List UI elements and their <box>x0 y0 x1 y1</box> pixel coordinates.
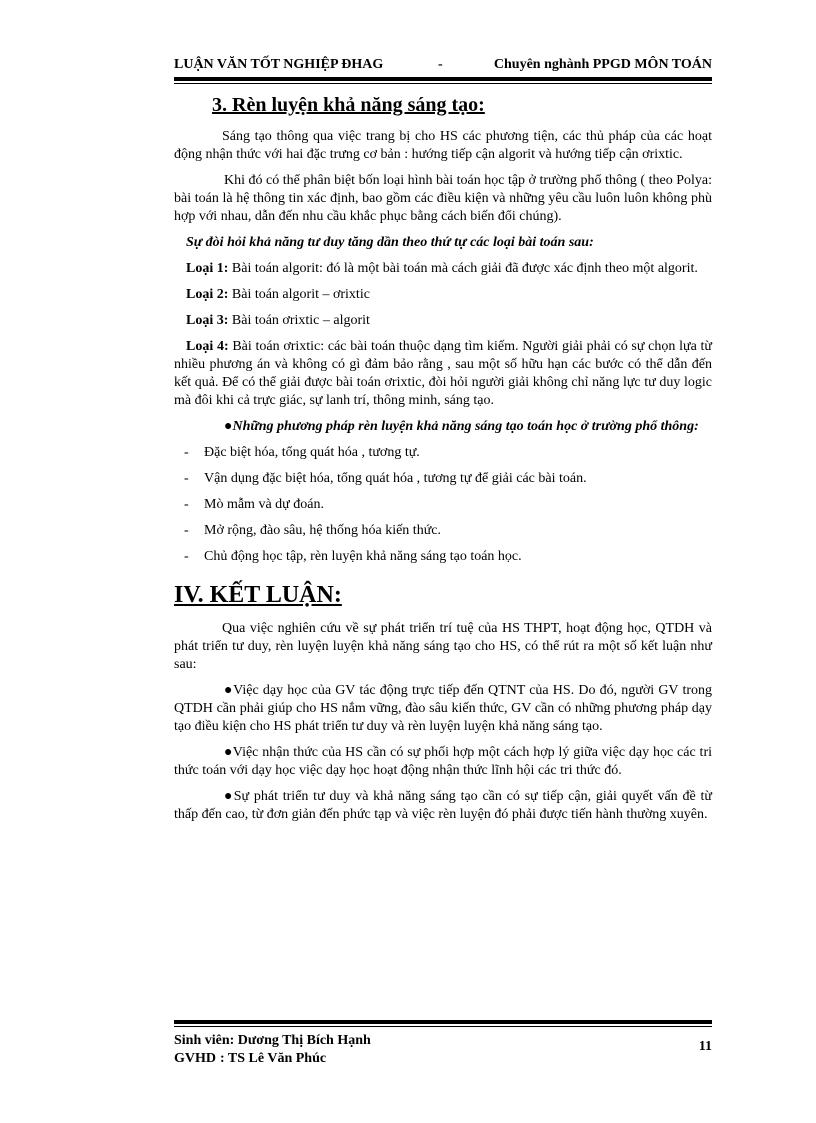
header-dash: - <box>438 57 443 72</box>
problem-type-4 <box>174 338 712 410</box>
header-left: LUẬN VĂN TỐT NGHIỆP ĐHAG <box>174 57 384 72</box>
methods-title: ●Những phương pháp rèn luyện khả năng sáng tạo toán học ở trường phổ thông: <box>224 419 699 434</box>
page-number: 11 <box>698 1039 712 1054</box>
type-text: Bài toán algorit: đó là một bài toán mà cách giải đã được xác định theo một algorit. <box>228 261 698 276</box>
list-item: - Vận dụng đặc biệt hóa, tổng quát hóa , tương tự để giải các bài toán. <box>184 471 587 486</box>
methods-list <box>174 444 712 566</box>
type-text: Bài toán ơrixtic – algorit <box>228 313 370 328</box>
paragraph: Sáng tạo thông qua việc trang bị cho HS các phương tiện, các thủ pháp của các hoạt động nhận thức với hai đặc trưng cơ bản : hướng tiếp cận algorit và hướng tiếp cận ơrixtic. <box>174 129 712 162</box>
problem-type-2 <box>174 286 712 304</box>
footer-rule <box>174 1020 712 1024</box>
problem-type-3 <box>174 312 712 330</box>
gvhd-label: GVHD <box>174 1051 216 1066</box>
bullet-paragraph: ●Việc dạy học của GV tác động trực tiếp đến QTNT của HS. Do đó, người GV trong QTDH cần phải giúp cho HS nắm vững, đào sâu kiến thức, GV cần có những phương pháp dạy tạo điều kiện cho HS phát triển tư duy và rèn luyện luyện khả năng sáng tạo. <box>174 683 712 734</box>
bullet-paragraph: ●Sự phát triển tư duy và khả năng sáng tạo cần có sự tiếp cận, giải quyết vấn đề từ thấp đến cao, từ đơn giản đến phức tạp và việc rèn luyện đó phải được tiến hành thường xuyên. <box>174 789 712 822</box>
supervisor <box>174 1050 712 1068</box>
list-item: - Chủ động học tập, rèn luyện khả năng sáng tạo toán học. <box>184 549 522 564</box>
section-3-title: 3. Rèn luyện khả năng sáng tạo: <box>212 94 485 116</box>
gvhd-value: : TS Lê Văn Phúc <box>220 1051 327 1066</box>
section-4-title: IV. KẾT LUẬN: <box>174 582 342 608</box>
problem-type-1 <box>174 260 712 278</box>
type-text: Bài toán ơrixtic: các bài toán thuộc dạng tìm kiếm. Người giải phải có sự chọn lựa từ nhiều phương án và không có gì đảm bảo rằng , sau một số hữu hạn các bước có thể dẫn đến kết quả. Để có thể giải được bài toán ơrixtic, đòi hỏi người giải không chỉ năng lực tư duy logic mà đôi khi cả trực giác, sự lanh trí, thông minh, sáng tạo. <box>174 339 712 408</box>
header-rule <box>174 77 712 81</box>
footer-rule-thin <box>174 1026 712 1027</box>
type-label: Loại 1: <box>186 261 229 276</box>
type-text: Bài toán algorit – ơrixtic <box>228 287 370 302</box>
header-rule-thin <box>174 83 712 84</box>
list-item: - Mò mẫm và dự đoán. <box>184 497 324 512</box>
bullet-paragraph: ●Việc nhận thức của HS cần có sự phối hợp một cách hợp lý giữa việc dạy học các tri thức toán với dạy học việc dạy học hoạt động nhận thức lĩnh hội các tri thức đó. <box>174 745 712 778</box>
paragraph: Qua việc nghiên cứu về sự phát triển trí tuệ của HS THPT, hoạt động học, QTDH và phát triển tư duy, rèn luyện luyện khả năng sáng tạo cho HS, có thể rút ra một số kết luận như sau: <box>174 621 712 672</box>
list-item: - Mở rộng, đào sâu, hệ thống hóa kiến thức. <box>184 523 442 538</box>
header-right: Chuyên nghành PPGD MÔN TOÁN <box>493 57 712 72</box>
emphasis-paragraph: Sự đòi hỏi khả năng tư duy tăng dần theo thứ tự các loại bài toán sau: <box>186 235 594 250</box>
type-label: Loại 2: <box>186 287 229 302</box>
student-name: Sinh viên: Dương Thị Bích Hạnh <box>174 1033 371 1048</box>
type-label: Loại 3: <box>186 313 229 328</box>
page-footer <box>174 1032 712 1068</box>
paragraph: Khi đó có thể phân biệt bốn loại hình bài toán học tập ở trường phổ thông ( theo Polya: bài toán là hệ thông tin xác định, bao gồm các điều kiện và những yêu cầu luôn luôn không phù hợp với nhau, dẫn đến nhu cầu khắc phục bằng cách biến đổi chúng). <box>174 173 712 224</box>
page-content <box>174 92 712 832</box>
list-item: - Đặc biệt hóa, tổng quát hóa , tương tự. <box>184 445 420 460</box>
type-label: Loại 4: <box>186 339 229 354</box>
